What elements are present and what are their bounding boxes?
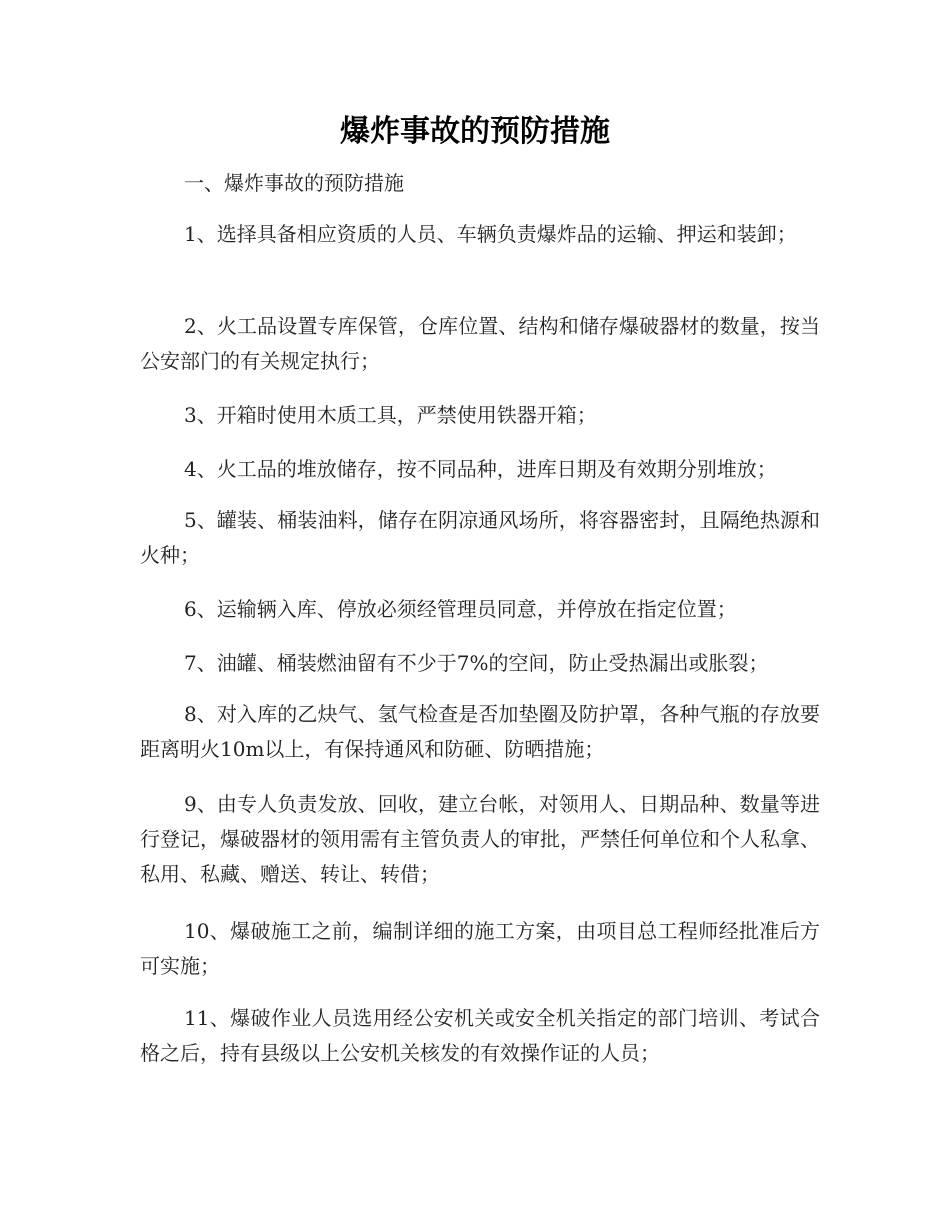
list-item: 4、火工品的堆放储存，按不同品种，进库日期及有效期分别堆放；: [184, 457, 777, 481]
list-item: 6、运输辆入库、停放必须经管理员同意，并停放在指定位置；: [184, 597, 737, 621]
list-item: 2、火工品设置专库保管，仓库位置、结构和储存爆破器材的数量，按当公安部门的有关规定执行；: [140, 314, 820, 373]
list-item: 8、对入库的乙炔气、氢气检查是否加垫圈及防护罩，各种气瓶的存放要距离明火10m以上，有保持通风和防砸、防晒措施；: [140, 702, 820, 761]
list-item: 11、爆破作业人员选用经公安机关或安全机关指定的部门培训、考试合格之后，持有县级以上公安机关核发的有效操作证的人员；: [140, 1006, 820, 1065]
list-item: 5、罐装、桶装油料，储存在阴凉通风场所，将容器密封，且隔绝热源和火种；: [140, 508, 820, 567]
list-item: 9、由专人负责发放、回收，建立台帐，对领用人、日期品种、数量等进行登记，爆破器材的领用需有主管负责人的审批，严禁任何单位和个人私拿、私用、私藏、赠送、转让、转借；: [140, 792, 820, 886]
page-title: 爆炸事故的预防措施: [340, 114, 610, 149]
section-heading: 一、爆炸事故的预防措施: [184, 171, 404, 195]
list-item: 10、爆破施工之前，编制详细的施工方案，由项目总工程师经批准后方可实施；: [140, 919, 820, 978]
list-item: 1、选择具备相应资质的人员、车辆负责爆炸品的运输、押运和装卸；: [184, 222, 797, 246]
list-item: 3、开箱时使用木质工具，严禁使用铁器开箱；: [184, 403, 597, 427]
list-item: 7、油罐、桶装燃油留有不少于7%的空间，防止受热漏出或胀裂；: [184, 651, 769, 675]
